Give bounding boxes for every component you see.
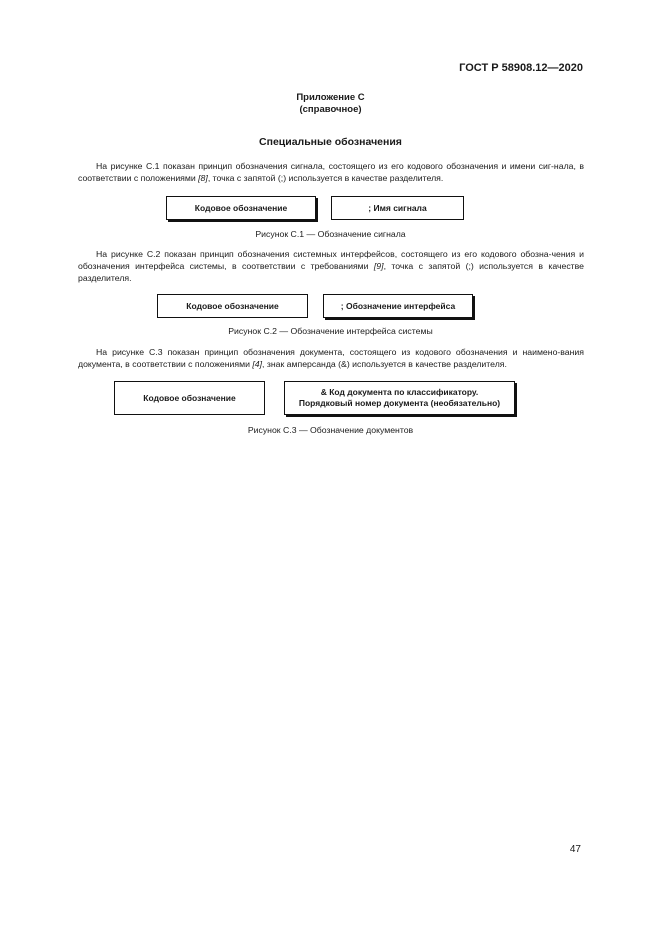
figure-1-caption: Рисунок С.1 — Обозначение сигнала bbox=[255, 229, 406, 239]
page-number: 47 bbox=[569, 844, 581, 855]
figure-3-document-box bbox=[284, 381, 515, 415]
paragraph-1-text-before: На рисунке С.1 показан принцип обозначения сигнала, состоящего из его кодового обозначения и имени сиг-нала, в соответствии с положениями bbox=[78, 161, 584, 183]
appendix-title: Приложение С bbox=[296, 92, 365, 103]
paragraph-2-text-after: , точка с запятой (;) используется в качестве разделителя. bbox=[78, 261, 584, 283]
paragraph-2-reference: [9] bbox=[373, 261, 384, 271]
paragraph-2 bbox=[78, 248, 584, 284]
paragraph-3 bbox=[78, 346, 584, 370]
figure-3-code-box: Кодовое обозначение bbox=[114, 381, 265, 415]
figure-3-caption: Рисунок С.3 — Обозначение документов bbox=[247, 425, 414, 435]
paragraph-1-text-after: , точка с запятой (;) используется в качестве разделителя. bbox=[207, 173, 444, 183]
appendix-subtitle: (справочное) bbox=[299, 104, 362, 115]
figure-3-document-line-2: Порядковый номер документа (необязательно) bbox=[298, 398, 501, 408]
figure-3-document-line-1: & Код документа по классификатору. bbox=[320, 387, 479, 397]
paragraph-3-text-after: , знак амперсанда (&) используется в качестве разделителя. bbox=[262, 359, 507, 369]
section-title: Специальные обозначения bbox=[259, 136, 402, 148]
figure-2-caption: Рисунок С.2 — Обозначение интерфейса системы bbox=[228, 326, 433, 336]
document-code-header: ГОСТ Р 58908.12—2020 bbox=[459, 62, 583, 74]
figure-2-interface-box: ; Обозначение интерфейса bbox=[323, 294, 473, 318]
paragraph-3-text-before: На рисунке С.3 показан принцип обозначения документа, состоящего из кодового обозначения и наимено-вания документа, в соответствии с положениями bbox=[78, 347, 584, 369]
paragraph-3-reference: [4] bbox=[252, 359, 263, 369]
figure-1-code-box: Кодовое обозначение bbox=[166, 196, 316, 220]
figure-1-name-box: ; Имя сигнала bbox=[331, 196, 464, 220]
paragraph-1 bbox=[78, 160, 584, 184]
appendix-heading bbox=[0, 92, 661, 116]
paragraph-1-reference: [8] bbox=[198, 173, 208, 183]
paragraph-2-text-before: На рисунке С.2 показан принцип обозначения системных интерфейсов, состоящего из его кодового обозна-чения и обозначения интерфейса системы, в соответствии с требованиями bbox=[78, 249, 584, 271]
figure-2-code-box: Кодовое обозначение bbox=[157, 294, 308, 318]
